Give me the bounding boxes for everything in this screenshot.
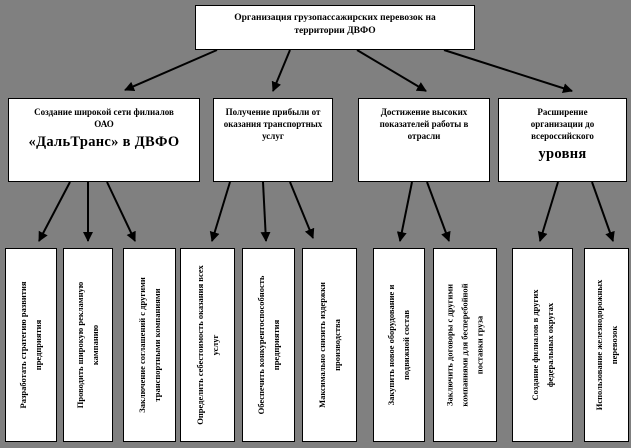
task-1-label: Разработать стратегию развития предприятия xyxy=(18,281,43,409)
task-9-label: Создание филиалов в других федеральных округах xyxy=(529,289,555,401)
task-7-label: Закупить новое оборудование и подвижной состав xyxy=(386,284,411,406)
task-box-1 xyxy=(5,248,57,442)
task-box-6 xyxy=(302,248,357,442)
task-box-9 xyxy=(512,248,573,442)
goal-4-sublabel: уровня xyxy=(538,146,587,162)
task-box-10 xyxy=(584,248,629,442)
arrow-goal3-task8 xyxy=(427,182,449,241)
arrow-goal2-task4 xyxy=(212,182,230,241)
task-box-8 xyxy=(433,248,497,442)
task-box-2 xyxy=(63,248,113,442)
arrow-goal3-task7 xyxy=(400,182,412,241)
goal-1-sublabel: «ДальТранс» в ДВФО xyxy=(28,134,180,150)
arrow-goal1-task3 xyxy=(107,182,135,241)
task-4-label: Определить себестоимость оказания всех услуг xyxy=(194,265,220,425)
task-6-label: Максимально снизить издержки производства xyxy=(316,282,342,408)
goal-1-label: Создание широкой сети филиалов ОАО xyxy=(34,107,174,129)
task-8-label: Заключить договоры с другими компаниями для бесперебойной поставки груза xyxy=(444,283,485,407)
arrow-root-goal3 xyxy=(357,50,426,91)
arrow-root-goal1 xyxy=(125,50,217,90)
task-box-4 xyxy=(180,248,235,442)
task-box-5 xyxy=(242,248,295,442)
root-label: Организация грузопассажирских перевозок на территории ДВФО xyxy=(234,13,436,36)
task-2-label: Проводить широкую рекламную кампанию xyxy=(75,281,100,409)
arrow-root-goal2 xyxy=(273,50,290,91)
arrow-goal4-task9 xyxy=(540,182,558,241)
task-box-3 xyxy=(123,248,176,442)
task-10-label: Использование железнодорожных перевозок xyxy=(593,279,619,411)
arrow-goal1-task1 xyxy=(39,182,70,241)
task-3-label: Заключение соглашений с другими транспортными компаниями xyxy=(136,277,162,413)
arrow-goal2-task6 xyxy=(290,182,313,238)
root-box xyxy=(195,5,475,50)
goal-box-4 xyxy=(498,98,627,182)
task-5-label: Обеспечить конкурентоспособность предприятия xyxy=(255,275,281,415)
goal-box-1 xyxy=(8,98,200,182)
goal-3-label: Достижение высоких показателей работы в отрасли xyxy=(379,107,469,141)
goal-box-3 xyxy=(358,98,490,182)
task-box-7 xyxy=(373,248,425,442)
goal-4-label: Расширение организации до всероссийского xyxy=(530,107,595,141)
goal-box-2 xyxy=(213,98,333,182)
goal-2-label: Получение прибыли от оказания транспортных услуг xyxy=(223,107,323,141)
arrow-root-goal4 xyxy=(444,50,572,91)
arrow-goal4-task10 xyxy=(592,182,613,241)
arrow-goal2-task5 xyxy=(263,182,266,241)
